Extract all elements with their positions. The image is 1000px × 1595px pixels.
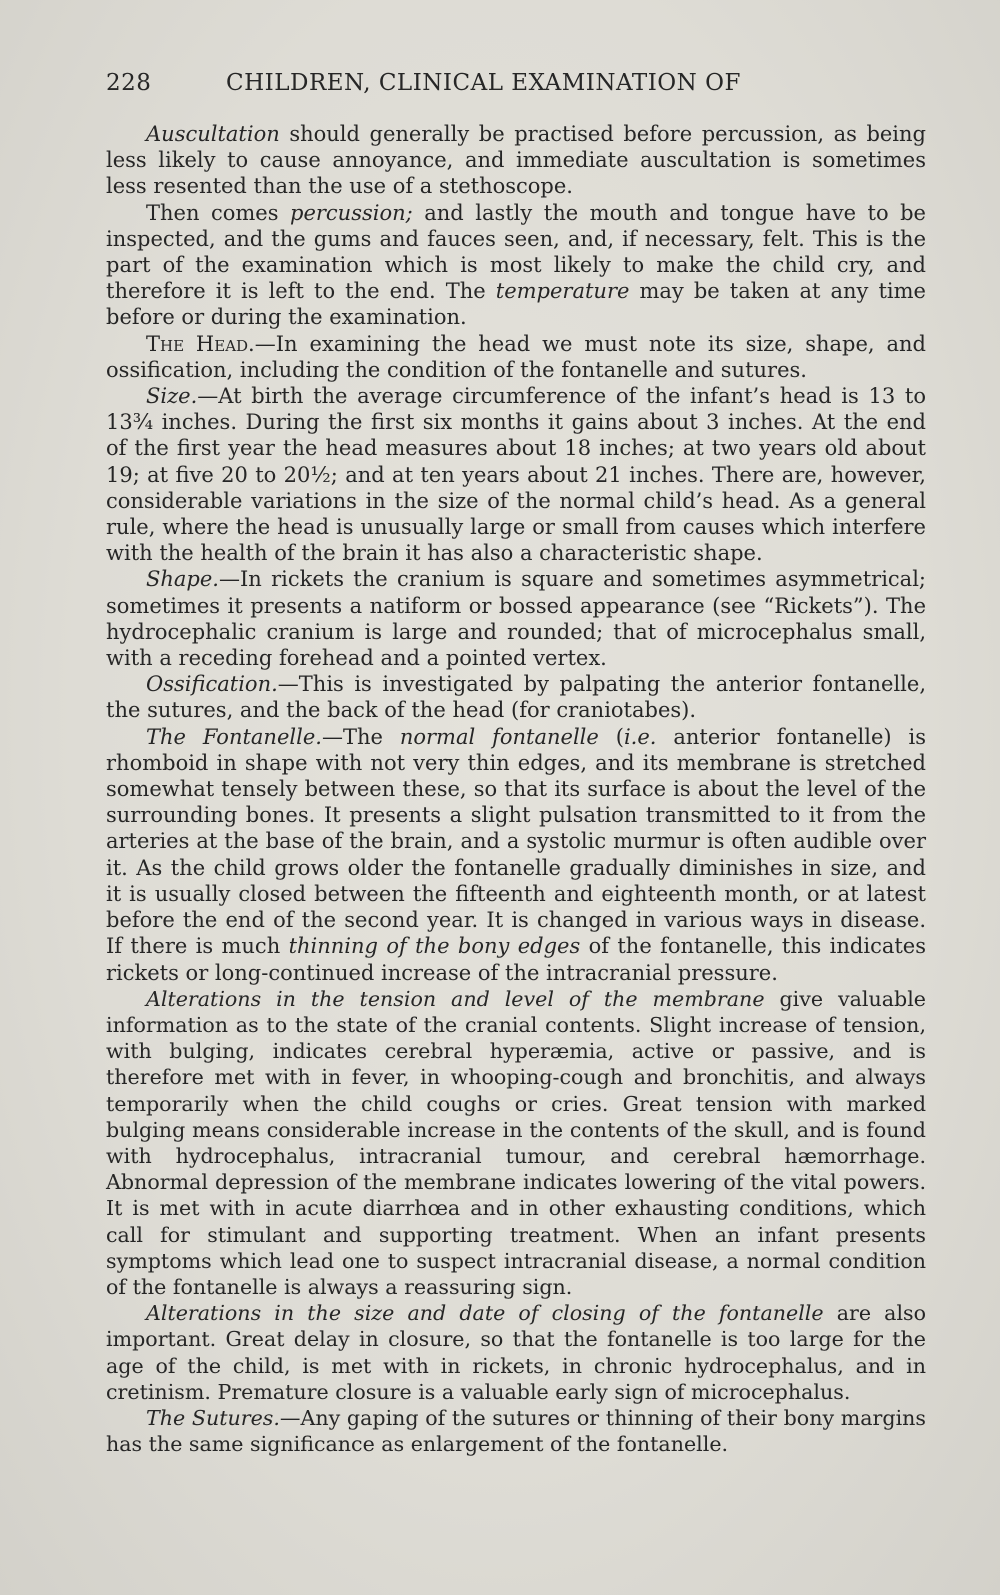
paragraph-percussion — [106, 200, 926, 331]
shape-text: —In rickets the cranium is square and sometimes asymmetrical; sometimes it presents a natiform or bossed appearance (see “Rickets”). The hydrocephalic cranium is large and rounded; that of microcephalus small, with a receding forehead and a pointed vertex. — [106, 567, 926, 671]
percussion-text-c: may be taken at any time before or during the examination. — [106, 279, 926, 330]
running-title: CHILDREN, CLINICAL EXAMINATION OF — [226, 70, 741, 96]
percussion-text-a: Then comes — [146, 200, 291, 225]
paragraph-fontanelle — [106, 724, 926, 986]
paragraph-ossification — [106, 671, 926, 723]
size-text: —At birth the average circumference of the infant’s head is 13 to 13¾ inches. During the first six months it gains about 3 inches. At the end of the first year the head measures about 18 inches; at two years old about 19; at five 20 to 20½; and at ten years about 21 inches. There are, however, considerable variations in the size of the normal child’s head. As a general rule, where the head is unusually large or small from causes which interfere with the health of the brain it has also a characteristic shape. — [106, 384, 926, 566]
size-heading: Size. — [146, 384, 198, 409]
paragraph-size — [106, 383, 926, 566]
body-text — [106, 121, 926, 1457]
paragraph-auscultation — [106, 121, 926, 200]
fontanelle-text-c: anterior fontanelle) is rhomboid in shape with not very thin edges, and its membrane is stretched somewhat tensely between these, so that its surface is about the level of the surrounding bones. It presents a slight pulsation transmitted to it from the arteries at the base of the brain, and a systolic murmur is often audible over it. As the child grows older the fontanelle gradually diminishes in size, and it is usually closed between the fifteenth and eighteenth month, or at latest before the end of the second year. It is changed in various ways in disease. If there is much — [106, 724, 926, 959]
auscultation-text: should generally be practised before percussion, as being less likely to cause annoyance, and immediate auscultation is sometimes less resented than the use of a stethoscope. — [106, 122, 926, 199]
paragraph-closing — [106, 1300, 926, 1405]
head-text: —In examining the head we must note its size, shape, and ossification, including the condition of the fontanelle and sutures. — [106, 331, 926, 382]
ossification-text: —This is investigated by palpating the anterior fontanelle, the sutures, and the back of the head (for craniotabes). — [106, 672, 926, 723]
closing-text: are also important. Great delay in closure, so that the fontanelle is too large for the age of the child, is met with in rickets, in chronic hydrocephalus, and in cretinism. Premature closure is a valuable early sign of microcephalus. — [106, 1301, 926, 1404]
closing-heading: Alterations in the size and date of closing of the fontanelle — [146, 1301, 824, 1326]
fontanelle-text-a: —The — [321, 724, 400, 749]
ossification-heading: Ossification. — [146, 672, 278, 697]
fontanelle-text-b: ( — [598, 724, 624, 749]
tension-heading: Alterations in the tension and level of the membrane — [146, 986, 765, 1011]
fontanelle-heading: The Fontanelle. — [146, 724, 322, 749]
percussion-term: percussion; — [290, 200, 413, 225]
temperature-term: temperature — [495, 279, 630, 304]
normal-fontanelle-term: normal fontanelle — [399, 724, 599, 749]
paragraph-tension — [106, 986, 926, 1300]
head-section-heading: The Head. — [146, 331, 255, 356]
paragraph-sutures — [106, 1405, 926, 1457]
fontanelle-text-d: of the fontanelle, this indicates rickets or long-continued increase of the intracranial pressure. — [106, 934, 926, 985]
sutures-text: —Any gaping of the sutures or thinning of their bony margins has the same significance as enlargement of the fontanelle. — [106, 1405, 926, 1457]
paragraph-shape — [106, 566, 926, 671]
percussion-text-b: and lastly the mouth and tongue have to be inspected, and the gums and fauces seen, and, if necessary, felt. This is the part of the examination which is most likely to make the child cry, and therefore it is left to the end. The — [106, 200, 926, 304]
auscultation-heading: Auscultation — [146, 122, 280, 146]
paragraph-head — [106, 331, 926, 383]
page-header — [106, 70, 930, 96]
tension-text: give valuable information as to the state of the cranial contents. Slight increase of tension, with bulging, indicates cerebral hyperæmia, active or passive, and is therefore met with in fever, in whooping-cough and bronchitis, and always temporarily when the child coughs or cries. Great tension with marked bulging means considerable increase in the contents of the skull, and is found with hydrocephalus, intracranial tumour, and cerebral hæmorrhage. Abnormal depression of the membrane indicates lowering of the vital powers. It is met with in acute diarrhœa and in other exhausting conditions, which call for stimulant and supporting treatment. When an infant presents symptoms which lead one to suspect intracranial disease, a normal condition of the fontanelle is always a reassuring sign. — [106, 986, 926, 1299]
ie-abbreviation: i.e. — [623, 724, 657, 749]
page-number: 228 — [106, 70, 152, 96]
shape-heading: Shape. — [146, 567, 219, 592]
thinning-term: thinning of the bony edges — [288, 934, 581, 959]
sutures-heading: The Sutures. — [146, 1405, 280, 1430]
